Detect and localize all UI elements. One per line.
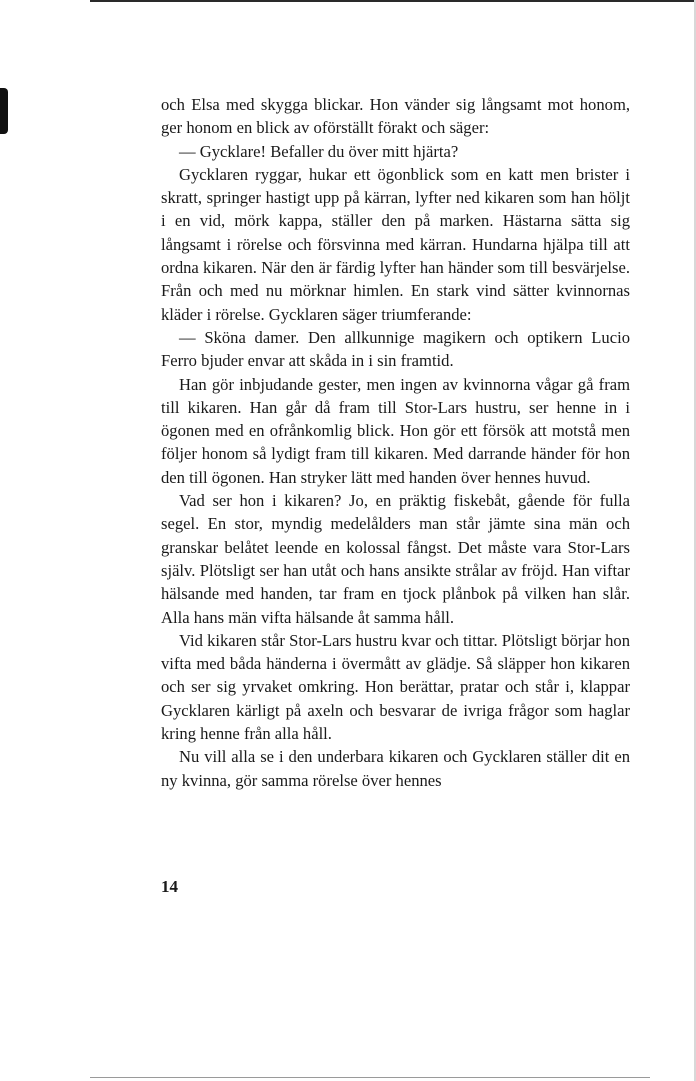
paragraph-3: Gycklaren ryggar, hukar ett ögonblick som en katt men brister i skratt, springer hastigt upp på kärran, lyfter ned kikaren som han höljt i en vid, mörk kappa, ställer den på marken. Hästarna sätta sig långsamt i rörelse och försvinna med kärran. Hundarna hjälpa till att ordna kikaren. När den är färdig lyfter han händer som till besvärjelse. Från och med nu mörknar himlen. En stark vind sätter kvinnornas kläder i rörelse. Gycklaren säger triumferande: <box>161 164 630 324</box>
paragraph-6: Vad ser hon i kikaren? Jo, en präktig fiskebåt, gående för fulla segel. En stor, myndig medelålders man står jämte sina män och granskar belåtet leende en kolossal fångst. Det måste vara Stor-Lars själv. Plötsligt ser han utåt och hans ansikte strålar av fröjd. Han viftar hälsande med handen, tar fram en tjock plånbok på vilken han slår. Alla hans män vifta hälsande åt samma håll. <box>161 491 630 627</box>
paragraph-4: — Sköna damer. Den allkunnige magikern och optikern Lucio Ferro bjuder envar att skåda in i sin framtid. <box>161 327 630 371</box>
paragraph-1: och Elsa med skygga blickar. Hon vänder sig långsamt mot honom, ger honom en blick av oförställt förakt och säger: <box>161 95 630 138</box>
page-top-edge <box>90 0 696 2</box>
page-bottom-edge <box>90 1077 650 1078</box>
paragraph-2: — Gycklare! Befaller du över mitt hjärta? <box>179 141 459 161</box>
paragraph-8: Nu vill alla se i den underbara kikaren och Gycklaren ställer dit en ny kvinna, gör samma rörelse över hennes <box>161 747 630 790</box>
paragraph-7: Vid kikaren står Stor-Lars hustru kvar och tittar. Plötsligt börjar hon vifta med båda händerna i övermått av glädje. Så släpper hon kikaren och ser sig yrvaket omkring. Hon berättar, pratar och står i, klappar Gycklaren kärligt på axeln och besvarar de ivriga frågor som haglar kring henne från alla håll. <box>161 630 630 744</box>
page-number: 14 <box>161 877 178 896</box>
paragraph-5: Han gör inbjudande gester, men ingen av kvinnorna vågar gå fram till kikaren. Han går då fram till Stor-Lars hustru, ser henne in i ögonen med en ofrånkomlig blick. Hon gör ett försök att motstå men följer honom så lydigt fram till kikaren. Med darrande händer för hon den till ögonen. Han stryker lätt med handen över hennes huvud. <box>161 374 630 487</box>
scan-edge-mark <box>0 88 8 134</box>
body-text <box>161 93 630 792</box>
